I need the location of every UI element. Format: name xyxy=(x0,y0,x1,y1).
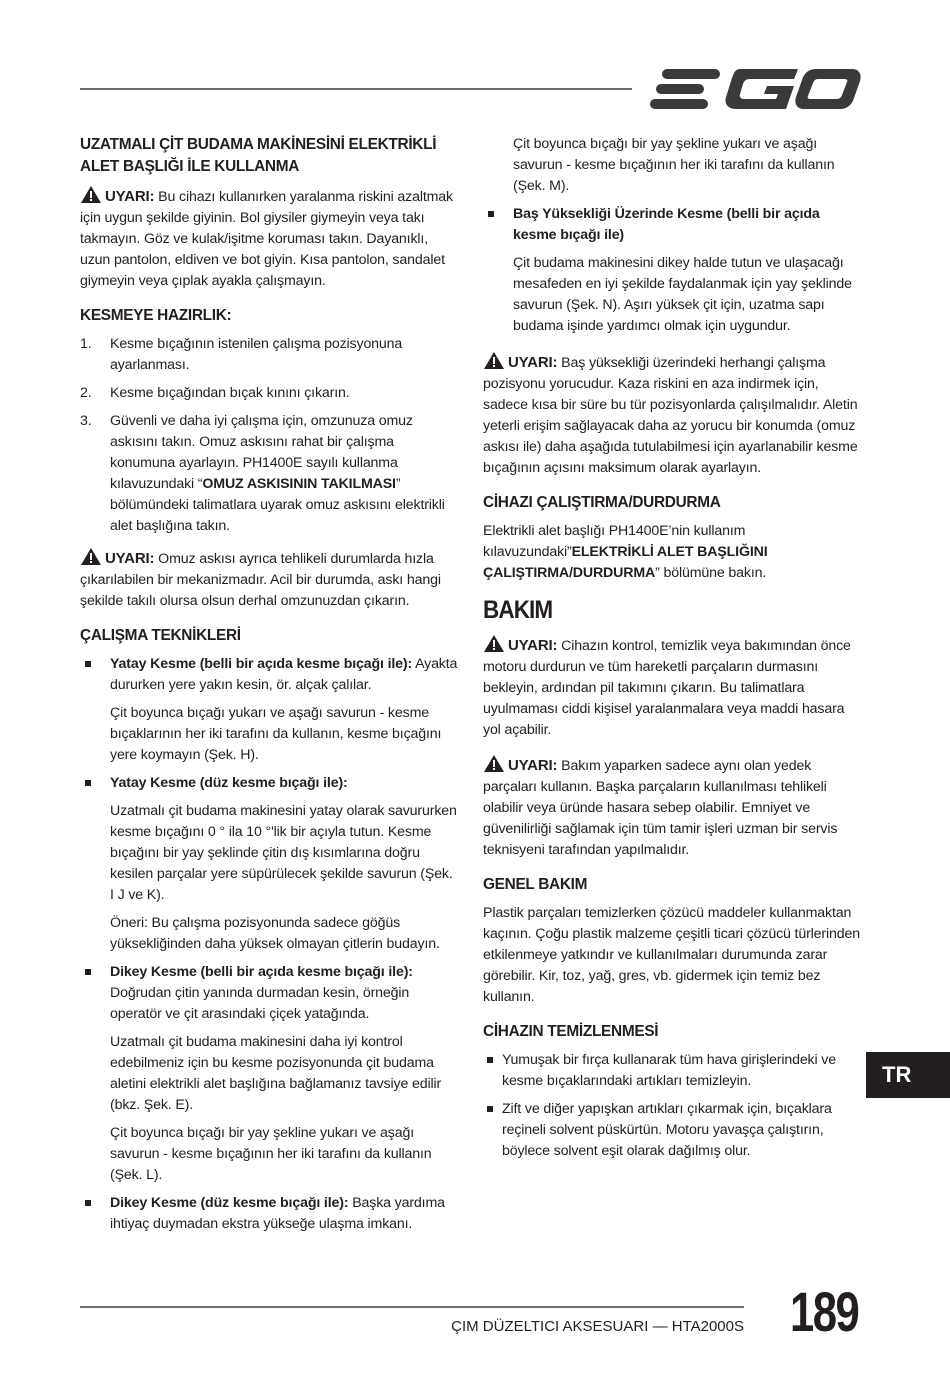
bullet-heading: Dikey Kesme (belli bir açıda kesme bıçağı ile): xyxy=(110,964,413,980)
bullet-heading: Yatay Kesme (belli bir açıda kesme bıçağı ile): xyxy=(110,656,413,672)
warning-label: UYARI: xyxy=(508,637,558,654)
bullet-icon xyxy=(487,1057,493,1063)
section-title-usage: UZATMALI ÇİT BUDAMA MAKİNESİNİ ELEKTRİKLİ ALET BAŞLIĞI İLE KULLANMA xyxy=(80,136,437,175)
list-item xyxy=(483,204,863,246)
footer-rule xyxy=(80,1306,744,1308)
ego-logo xyxy=(648,64,862,114)
list-item xyxy=(80,962,460,1025)
paragraph: Çit boyunca bıçağı yukarı ve aşağı savurun - kesme bıçaklarının her iki tarafını da kullanın, kesme bıçağını yere koymayın (Şek. H). xyxy=(110,705,442,763)
step-bold-ref: OMUZ ASKISININ TAKILMASI xyxy=(202,476,396,492)
step-text: Güvenli ve daha iyi çalışma için, omzunuza omuz askısını takın. Omuz askısını rahat bir çalışma konumuna ayarlayın. PH1400E sayılı kullanma kılavuzundaki “ xyxy=(110,413,413,492)
warning-dress xyxy=(80,185,460,292)
section-title-start-stop: CİHAZI ÇALIŞTIRMA/DURDURMA xyxy=(483,494,721,511)
step-text: Kesme bıçağından bıçak kınını çıkarın. xyxy=(110,385,350,401)
warning-label: UYARI: xyxy=(105,188,155,205)
bullet-icon xyxy=(488,211,494,217)
section-title-general-maintenance: GENEL BAKIM xyxy=(483,876,588,893)
bullet-icon xyxy=(85,780,91,786)
section-title-maintenance: BAKIM xyxy=(483,596,553,624)
warning-parts xyxy=(483,754,863,861)
list-item xyxy=(80,383,460,404)
paragraph: Çit budama makinesini dikey halde tutun ve ulaşacağı mesafeden en iyi şekilde faydalanmak için yay şeklinde savurun (Şek. N). Aşırı yüksek çit için, uzatma sapı budama işinde yardımcı olmak için uygundur. xyxy=(513,255,852,334)
step-number: 2. xyxy=(80,385,92,401)
bullet-text: Doğrudan çitin yanında durmadan kesin, örneğin operatör ve çit arasındaki çiçek yatağında. xyxy=(110,985,410,1022)
warning-label: UYARI: xyxy=(105,550,155,567)
warning-maintenance xyxy=(483,634,863,741)
warning-icon xyxy=(80,547,102,566)
warning-text: Bakım yaparken sadece aynı olan yedek parçaları kullanın. Başka parçaların kullanılması tehlikeli olabilir veya üründe hasara sebep olabilir. Emniyet ve güvenilirliği sağlamak için tüm tamir işleri uzman bir servis teknisyeni tarafından yapılmalıdır. xyxy=(483,758,838,858)
list-item xyxy=(80,773,460,794)
paragraph: Çit boyunca bıçağı bir yay şekline yukarı ve aşağı savurun - kesme bıçağının her iki tarafını da kullanın (Şek. L). xyxy=(110,1125,432,1183)
paragraph: Plastik parçaları temizlerken çözücü maddeler kullanmaktan kaçının. Çoğu plastik malzeme çeşitli ticari çözücü türlerinden etkilenmeye yatkındır ve kullanılmaları durumunda zarar görebilir. Kir, toz, yağ, gres, vb. gidermek için temiz bez kullanın. xyxy=(483,905,860,1005)
warning-label: UYARI: xyxy=(508,757,558,774)
list-item xyxy=(80,334,460,376)
bullet-heading: Baş Yüksekliği Üzerinde Kesme (belli bir açıda kesme bıçağı ile) xyxy=(513,206,820,243)
warning-text: Omuz askısı ayrıca tehlikeli durumlarda hızla çıkarılabilen bir mekanizmadır. Acil bir durumda, askı hangi şekilde takılı olursa olsun derhal omzunuzdan çıkarın. xyxy=(80,551,441,609)
bold-ref: ELEKTRİKLİ ALET BAŞLIĞINI ÇALIŞTIRMA/DURDURMA xyxy=(483,544,768,581)
header-rule xyxy=(80,88,632,90)
warning-label: UYARI: xyxy=(508,354,558,371)
list-item xyxy=(483,1099,863,1162)
step-text: Kesme bıçağının istenilen çalışma pozisyonuna ayarlanması. xyxy=(110,336,403,373)
right-column xyxy=(483,134,863,1169)
warning-icon xyxy=(483,754,505,773)
bullet-text: Zift ve diğer yapışkan artıkları çıkarmak için, bıçaklara reçineli solvent püskürtün. Motoru yavaşça çalıştırın, böylece solvent eşit olarak dağılmış olur. xyxy=(502,1101,832,1159)
list-item xyxy=(80,654,460,696)
paragraph: Uzatmalı çit budama makinesini daha iyi kontrol edebilmeniz için bu kesme pozisyonunda çit budama aletini elektrikli alet başlığına bağlamanız tavsiye edilir (bkz. Şek. E). xyxy=(110,1034,442,1113)
bullet-icon xyxy=(487,1106,493,1112)
bullet-text: Başka yardıma ihtiyaç duymadan ekstra yükseğe ulaşma imkanı. xyxy=(110,1195,445,1232)
paragraph: Uzatmalı çit budama makinesini yatay olarak savururken kesme bıçağını 0 ° ila 10 °'lik bir açıyla tutun. Kesme bıçağını bir yay şeklinde çitin dış kısımlarına doğru kesilen parçalar yere süpürülecek şekilde savurun (Şek. I J ve K). xyxy=(110,803,457,903)
warning-text: Baş yüksekliği üzerindeki herhangi çalışma pozisyonu yorucudur. Kaza riskini en aza indirmek için, sadece kısa bir süre bu tür pozisyonlarda çalışılmalıdır. Aletin yeterli erişim sağlayacak daha az yorucu bir konumda (omuz askısı ile) daha aşağıda tutulabilmesi için ayarlanabilir kesme bıçağının açısını maksimum olarak ayarlayın. xyxy=(483,355,858,476)
warning-text: Cihazın kontrol, temizlik veya bakımından önce motoru durdurun ve tüm hareketli parçaların durmasını bekleyin, ardından pil takımını çıkarın. Bu talimatlara uyulmaması ciddi kişisel yaralanmalara veya maddi hasara yol açabilir. xyxy=(483,638,851,738)
warning-icon xyxy=(483,351,505,370)
bullet-icon xyxy=(85,661,91,667)
section-title-cleaning: CİHAZIN TEMİZLENMESİ xyxy=(483,1023,659,1040)
warning-icon xyxy=(483,634,505,653)
warning-text: Bu cihazı kullanırken yaralanma riskini azaltmak için uygun şekilde giyinin. Bol giysiler giymeyin veya takı takmayın. Göz ve kulak/işitme koruması takın. Dayanıklı, uzun pantolon, eldiven ve bot giyin. Kısa pantolon, sandalet giymeyin veya çıplak ayakla çalışmayın. xyxy=(80,189,453,289)
warning-icon xyxy=(80,185,102,204)
bullet-text: Ayakta dururken yere yakın kesin, ör. alçak çalılar. xyxy=(110,656,458,693)
step-text-end: ” bölümündeki talimatlara uyarak omuz askısını elektrikli alet başlığına takın. xyxy=(110,476,445,534)
paragraph xyxy=(483,521,863,584)
warning-overhead xyxy=(483,351,863,479)
bullet-heading: Yatay Kesme (düz kesme bıçağı ile): xyxy=(110,775,348,791)
bullet-icon xyxy=(85,969,91,975)
section-title-techniques: ÇALIŞMA TEKNİKLERİ xyxy=(80,627,241,644)
step-number: 1. xyxy=(80,336,92,352)
paragraph: Çit boyunca bıçağı bir yay şekline yukarı ve aşağı savurun - kesme bıçağının her iki tarafını da kullanın (Şek. M). xyxy=(513,136,835,194)
bullet-icon xyxy=(85,1200,91,1206)
section-title-preparation: KESMEYE HAZIRLIK: xyxy=(80,307,232,324)
paragraph: Öneri: Bu çalışma pozisyonunda sadece göğüs yüksekliğinden daha yüksek olmayan çitlerin budayın. xyxy=(110,915,440,952)
footer-title: ÇIM DÜZELTICI AKSESUARI — HTA2000S xyxy=(451,1318,744,1335)
bullet-heading: Dikey Kesme (düz kesme bıçağı ile): xyxy=(110,1195,349,1211)
list-item xyxy=(80,411,460,537)
text: Elektrikli alet başlığı PH1400E’nin kullanım kılavuzundaki” xyxy=(483,523,746,560)
warning-strap xyxy=(80,547,460,612)
language-tab: TR xyxy=(866,1052,950,1098)
bullet-text: Yumuşak bir fırça kullanarak tüm hava girişlerindeki ve kesme bıçaklarındaki artıkları temizleyin. xyxy=(502,1052,836,1089)
list-item xyxy=(80,1193,460,1235)
left-column xyxy=(80,134,460,1242)
step-number: 3. xyxy=(80,413,92,429)
list-item xyxy=(483,1050,863,1092)
preparation-steps xyxy=(80,334,460,537)
page-number: 189 xyxy=(790,1280,859,1343)
text: ” bölümüne bakın. xyxy=(655,565,767,581)
